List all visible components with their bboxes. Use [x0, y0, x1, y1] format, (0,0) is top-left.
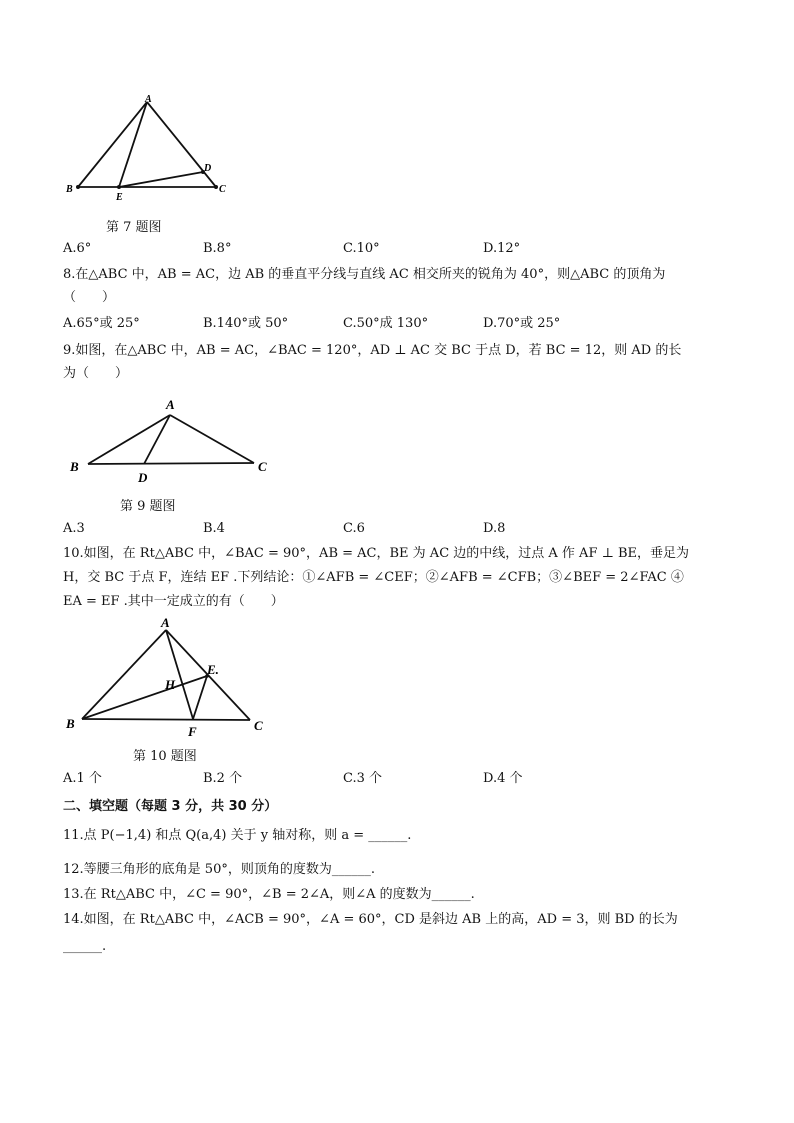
section-title: 二、填空题（每题 3 分，共 30 分）	[63, 799, 278, 814]
option-b: B.2 个	[203, 771, 243, 786]
question-10-line3: EA = EF .其中一定成立的有（ ）	[63, 594, 284, 609]
option-b: B.4	[203, 521, 225, 536]
option-b: B.140°或 50°	[203, 316, 289, 331]
option-c: C.10°	[343, 241, 380, 256]
question-10-line2: H，交 BC 于点 F，连结 EF .下列结论：①∠AFB = ∠CEF；②∠AFB = ∠CFB；③∠BEF = 2∠FAC ④	[63, 570, 684, 585]
option-d: D.4 个	[483, 771, 523, 786]
figure-q7	[60, 92, 240, 204]
option-c: C.6	[343, 521, 365, 536]
label-b: B	[70, 459, 79, 474]
option-d: D.70°或 25°	[483, 316, 561, 331]
option-d: D.12°	[483, 241, 521, 256]
label-d: D	[204, 163, 212, 174]
option-a: A.1 个	[63, 771, 102, 786]
label-d: D	[138, 470, 148, 485]
label-c: C	[258, 459, 267, 474]
label-c: C	[219, 184, 226, 195]
label-a: A	[166, 397, 175, 412]
caption-q7: 第 7 题图	[106, 220, 162, 235]
question-14-line2: ______.	[63, 939, 107, 954]
caption-q10: 第 10 题图	[133, 749, 197, 764]
option-b: B.8°	[203, 241, 232, 256]
question-14-line1: 14.如图，在 Rt△ABC 中，∠ACB = 90°，∠A = 60°，CD 是斜边 AB 上的高，AD = 3，则 BD 的长为	[63, 912, 678, 927]
option-a: A.3	[63, 521, 85, 536]
option-a: A.6°	[63, 241, 92, 256]
question-10-line1: 10.如图，在 Rt△ABC 中，∠BAC = 90°，AB = AC，BE 为 AC 边的中线，过点 A 作 AF ⊥ BE，垂足为	[63, 546, 689, 561]
label-b: B	[66, 716, 75, 731]
label-e: E.	[207, 662, 219, 677]
question-12: 12.等腰三角形的底角是 50°，则顶角的度数为______.	[63, 862, 375, 877]
figure-q10	[60, 612, 270, 742]
label-h: H	[165, 677, 176, 692]
label-a: A	[161, 615, 170, 630]
option-d: D.8	[483, 521, 506, 536]
question-8-line1: 8.在△ABC 中，AB = AC，边 AB 的垂直平分线与直线 AC 相交所夹的锐角为 40°，则△ABC 的顶角为	[63, 267, 666, 282]
question-11: 11.点 P(−1,4) 和点 Q(a,4) 关于 y 轴对称，则 a = ______.	[63, 828, 412, 843]
label-e: E	[116, 192, 123, 203]
label-b: B	[66, 184, 73, 195]
caption-q9: 第 9 题图	[120, 499, 176, 514]
label-a: A	[145, 94, 152, 105]
option-a: A.65°或 25°	[63, 316, 140, 331]
question-9-line1: 9.如图，在△ABC 中，AB = AC，∠BAC = 120°，AD ⊥ AC 交 BC 于点 D，若 BC = 12，则 AD 的长	[63, 343, 682, 358]
label-c: C	[254, 718, 263, 733]
question-8-line2: （ ）	[63, 290, 116, 305]
option-c: C.50°成 130°	[343, 316, 429, 331]
option-c: C.3 个	[343, 771, 383, 786]
question-9-line2: 为（ ）	[63, 366, 129, 381]
label-f: F	[188, 724, 197, 739]
figure-q9	[64, 395, 284, 490]
question-13: 13.在 Rt△ABC 中，∠C = 90°，∠B = 2∠A，则∠A 的度数为______.	[63, 887, 475, 902]
